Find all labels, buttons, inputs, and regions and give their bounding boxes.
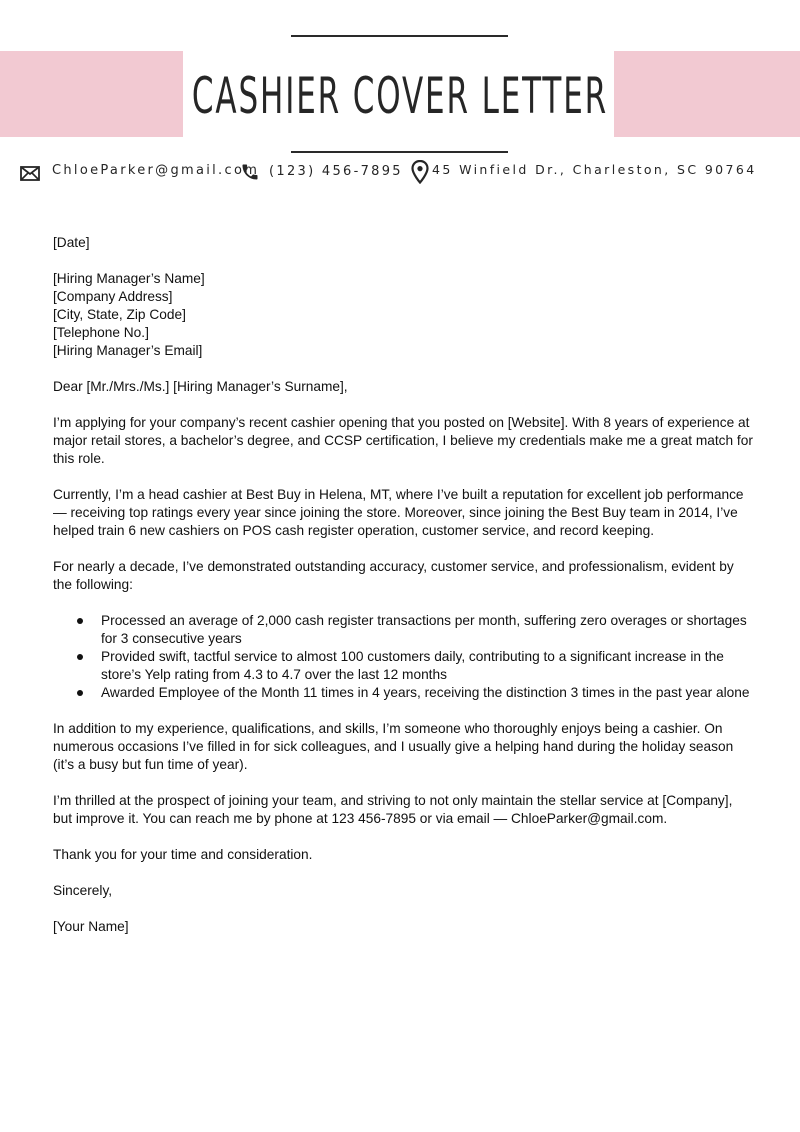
header-top-rule (291, 35, 508, 37)
contact-email-text: ChloeParker@gmail.com (52, 163, 260, 178)
thanks-line: Thank you for your time and consideration. (53, 847, 313, 862)
contact-phone (240, 160, 403, 186)
list-item-text: Provided swift, tactful service to almost 100 customers daily, contributing to a significant increase in the store’s Yelp rating from 4.3 to 4.7 over the last 12 months (101, 649, 724, 682)
paragraph-intro: I’m applying for your company’s recent cashier opening that you posted on [Website]. With 8 years of experience at major retail stores, a bachelor’s degree, and CCSP certification, I believe my credentials make me a great match for this role. (53, 415, 753, 466)
recipient-email: [Hiring Manager’s Email] (53, 343, 203, 358)
achievement-list (53, 612, 753, 702)
recipient-city-state-zip: [City, State, Zip Code] (53, 307, 186, 322)
map-pin-icon (411, 160, 429, 189)
paragraph-call-to-action: I’m thrilled at the prospect of joining your team, and striving to not only maintain the stellar service at [Company], but improve it. You can reach me by phone at 123 456-7895 or via email — ChloeParker@gmail.com. (53, 793, 733, 826)
list-item (101, 612, 753, 648)
signature: [Your Name] (53, 919, 129, 934)
paragraph-passion: In addition to my experience, qualifications, and skills, I’m someone who thoroughly enjoys being a cashier. On numerous occasions I’ve filled in for sick colleagues, and I usually give a helping hand during the holiday season (it’s a busy but fun time of year). (53, 721, 734, 772)
header-bottom-rule (291, 151, 508, 153)
recipient-block (53, 270, 753, 360)
bullet-icon (77, 690, 83, 696)
contact-address (411, 160, 791, 186)
recipient-telephone: [Telephone No.] (53, 325, 149, 340)
letter-date: [Date] (53, 235, 90, 250)
contact-address-text: 45 Winfield Dr., Charleston, SC 90764 (432, 162, 757, 177)
list-item-text: Processed an average of 2,000 cash register transactions per month, suffering zero overages or shortages for 3 consecutive years (101, 613, 747, 646)
list-item (101, 648, 753, 684)
contact-phone-text: (123) 456-7895 (269, 164, 403, 179)
salutation: Dear [Mr./Mrs./Ms.] [Hiring Manager’s Surname], (53, 379, 348, 394)
recipient-name: [Hiring Manager’s Name] (53, 271, 205, 286)
contact-email (20, 160, 260, 186)
phone-icon (240, 162, 260, 187)
paragraph-achievements-intro: For nearly a decade, I’ve demonstrated outstanding accuracy, customer service, and professionalism, evident by the following: (53, 559, 734, 592)
envelope-icon (20, 166, 40, 186)
list-item (101, 684, 753, 702)
paragraph-current-role: Currently, I’m a head cashier at Best Buy in Helena, MT, where I’ve built a reputation for excellent job performance — receiving top ratings every year since joining the store. Moreover, since joining the Best Buy team in 2014, I’ve helped train 6 new cashiers on POS cash register operation, customer service, and record keeping. (53, 487, 744, 538)
page-title: CASHIER COVER LETTER (191, 67, 609, 125)
recipient-company-address: [Company Address] (53, 289, 173, 304)
letter-body (53, 234, 753, 954)
closing: Sincerely, (53, 883, 113, 898)
list-item-text: Awarded Employee of the Month 11 times in 4 years, receiving the distinction 3 times in the past year alone (101, 685, 750, 700)
bullet-icon (77, 654, 83, 660)
bullet-icon (77, 618, 83, 624)
